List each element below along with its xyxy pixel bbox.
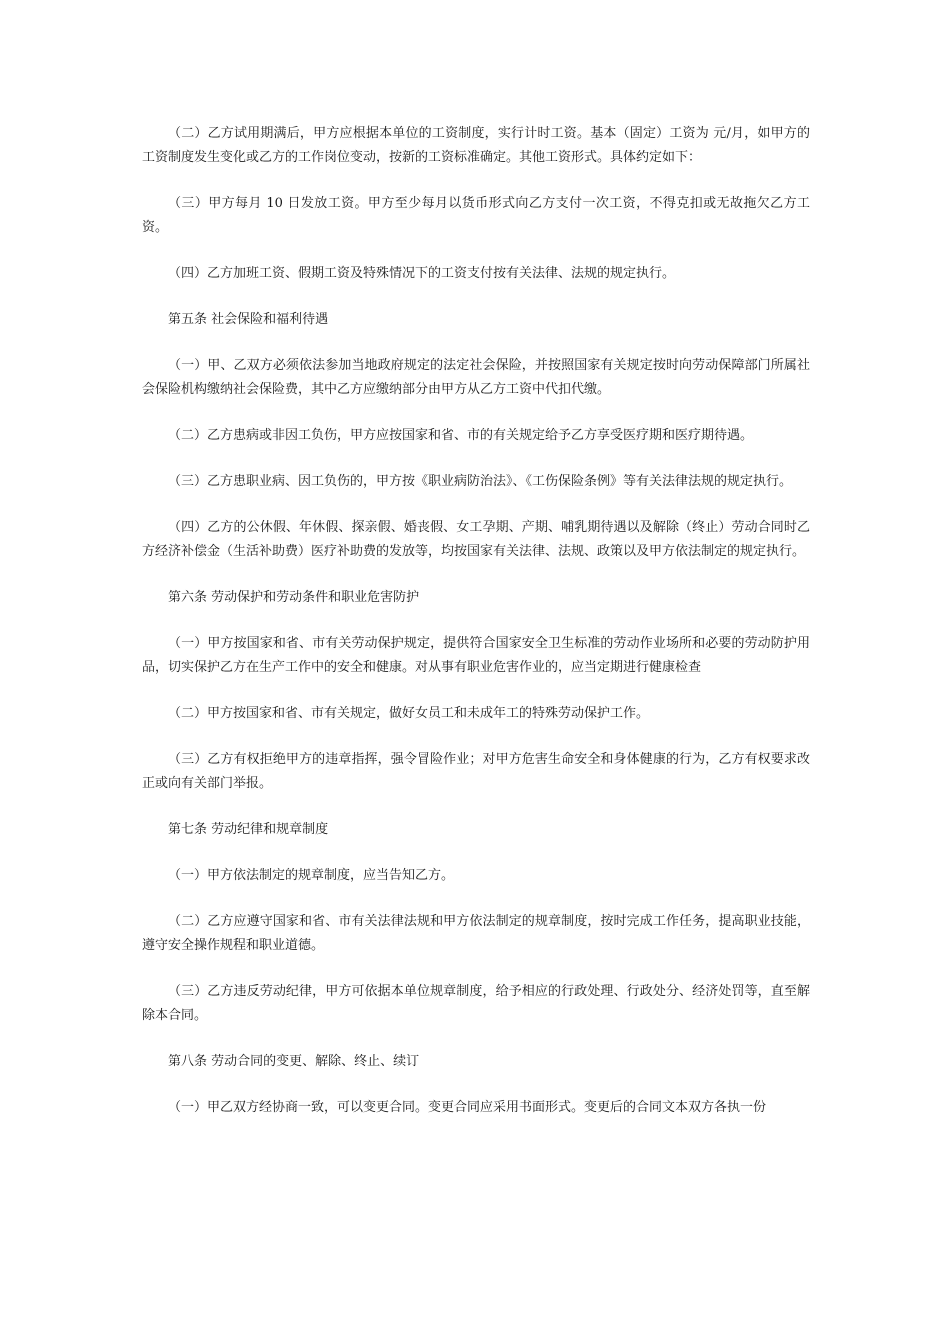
article-8-heading: 第八条 劳动合同的变更、解除、终止、续订: [168, 1054, 420, 1069]
protection-clause-1: （一）甲方按国家和省、市有关劳动保护规定，提供符合国家安全卫生标准的劳动作业场所和必要的劳动防护用品，切实保护乙方在生产工作中的安全和健康。对从事有职业危害作业的，应当定期进行健康检查: [142, 636, 810, 675]
insurance-clause-3: （三）乙方患职业病、因工负伤的，甲方按《职业病防治法》、《工伤保险条例》等有关法律法规的规定执行。: [168, 474, 793, 489]
protection-clause-2: （二）甲方按国家和省、市有关规定，做好女员工和未成年工的特殊劳动保护工作。: [168, 706, 650, 721]
insurance-clause-4: （四）乙方的公休假、年休假、探亲假、婚丧假、女工孕期、产期、哺乳期待遇以及解除（终止）劳动合同时乙方经济补偿金（生活补助费）医疗补助费的发放等，均按国家有关法律、法规、政策以及甲方依法制定的规定执行。: [142, 520, 810, 559]
article-7-heading: 第七条 劳动纪律和规章制度: [168, 822, 329, 837]
wage-clause-3: （三）甲方每月 10 日发放工资。甲方至少每月以货币形式向乙方支付一次工资，不得克扣或无故拖欠乙方工资。: [142, 196, 810, 235]
wage-clause-2: （二）乙方试用期满后，甲方应根据本单位的工资制度，实行计时工资。基本（固定）工资为 元/月，如甲方的工资制度发生变化或乙方的工作岗位变动，按新的工资标准确定。其他工资形式。具体约定如下：: [142, 126, 810, 165]
document-page: [142, 122, 810, 1142]
protection-clause-3: （三）乙方有权拒绝甲方的违章指挥，强令冒险作业；对甲方危害生命安全和身体健康的行为，乙方有权要求改正或向有关部门举报。: [142, 752, 810, 791]
wage-clause-4: （四）乙方加班工资、假期工资及特殊情况下的工资支付按有关法律、法规的规定执行。: [168, 266, 676, 281]
discipline-clause-2: （二）乙方应遵守国家和省、市有关法律法规和甲方依法制定的规章制度，按时完成工作任务，提高职业技能，遵守安全操作规程和职业道德。: [142, 914, 810, 953]
contract-change-clause-1: （一）甲乙双方经协商一致，可以变更合同。变更合同应采用书面形式。变更后的合同文本双方各执一份: [168, 1100, 767, 1115]
insurance-clause-1: （一）甲、乙双方必须依法参加当地政府规定的法定社会保险，并按照国家有关规定按时向劳动保障部门所属社会保险机构缴纳社会保险费，其中乙方应缴纳部分由甲方从乙方工资中代扣代缴。: [142, 358, 810, 397]
article-5-heading: 第五条 社会保险和福利待遇: [168, 312, 329, 327]
discipline-clause-3: （三）乙方违反劳动纪律，甲方可依据本单位规章制度，给予相应的行政处理、行政处分、经济处罚等，直至解除本合同。: [142, 984, 810, 1023]
discipline-clause-1: （一）甲方依法制定的规章制度，应当告知乙方。: [168, 868, 455, 883]
insurance-clause-2: （二）乙方患病或非因工负伤，甲方应按国家和省、市的有关规定给予乙方享受医疗期和医疗期待遇。: [168, 428, 754, 443]
article-6-heading: 第六条 劳动保护和劳动条件和职业危害防护: [168, 590, 420, 605]
